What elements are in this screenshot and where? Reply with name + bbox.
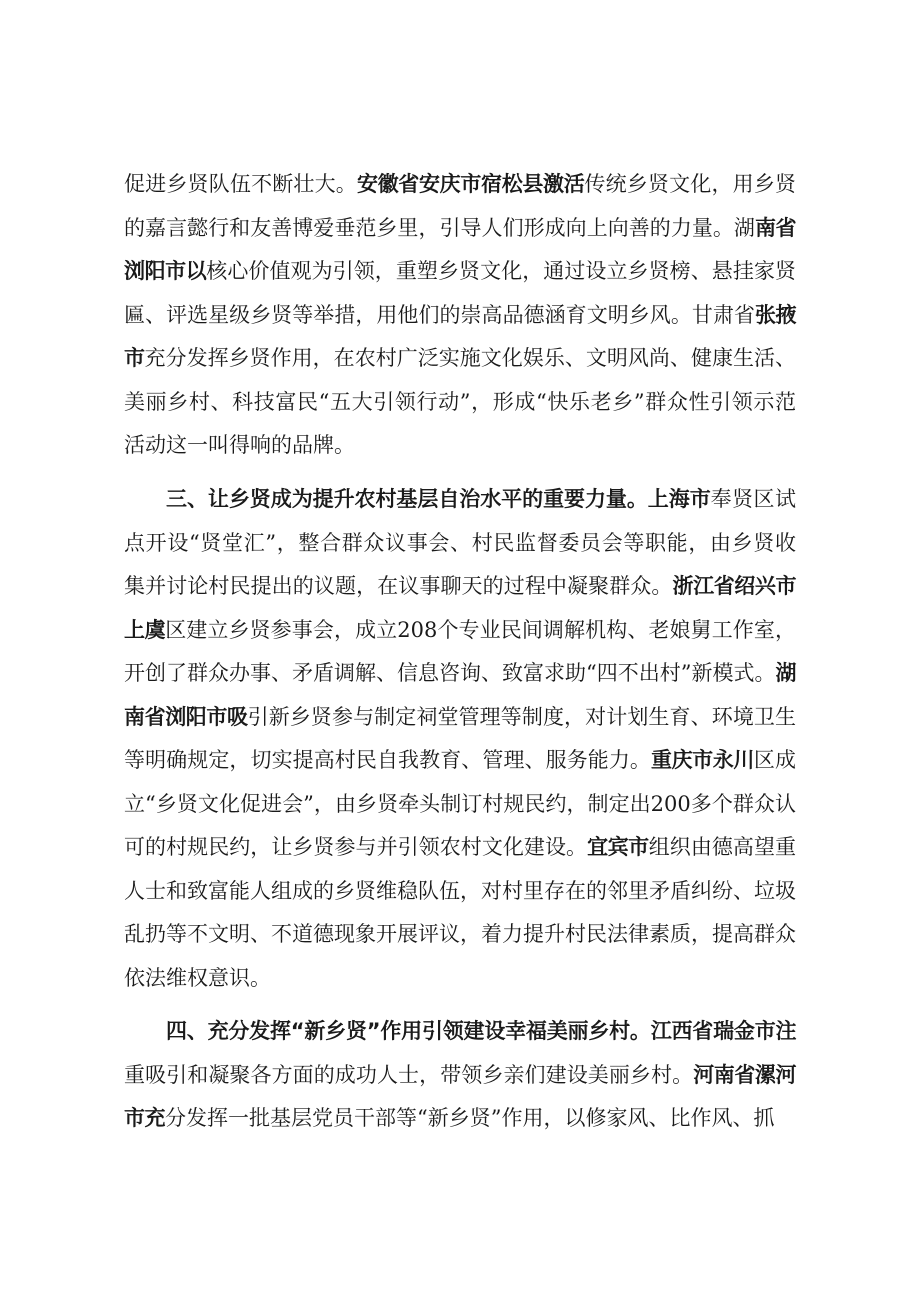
bold-text-segment: 湖南省浏阳市吸 — [124, 661, 796, 729]
text-segment: 传统乡贤文化，用乡贤的嘉言懿行和友善博爱垂范乡里，引导人们形成向上向善的力量。湖 — [124, 172, 797, 240]
text-segment: 促进乡贤队伍不断壮大。 — [124, 172, 357, 196]
text-segment: 区建立乡贤参事会，成立208个专业民间调解机构、老娘舅工作室，开创了群众办事、矛盾调解、信息咨询、致富求助“四不出村”新模式。 — [124, 617, 796, 685]
bold-text-segment: 张掖市 — [124, 302, 797, 370]
text-segment: 区成立“乡贤文化促进会”，由乡贤牵头制订村规民约，制定出200多个群众认可的村规民约，让乡贤参与并引领农村文化建设。 — [124, 748, 797, 859]
paragraph-2 — [124, 478, 796, 1000]
paragraph-text — [124, 1010, 796, 1141]
section-heading: 三、让乡贤成为提升农村基层自治水平的重要力量。上海市 — [166, 487, 711, 511]
bold-text-segment: 重庆市永川 — [651, 748, 754, 772]
paragraph-text — [124, 478, 796, 1000]
bold-text-segment: 浙江省绍兴市上虞 — [124, 574, 796, 642]
text-segment: 组织由德高望重人士和致富能人组成的乡贤维稳队伍，对村里存在的邻里矛盾纠纷、垃圾乱扔等不文明、不道德现象开展评议，着力提升村民法律素质，提高群众依法维权意识。 — [124, 835, 797, 990]
text-segment: 充分发挥乡贤作用，在农村广泛实施文化娱乐、文明风尚、健康生活、美丽乡村、科技富民“五大引领行动”，形成“快乐老乡”群众性引领示范活动这一叫得响的品牌。 — [124, 346, 797, 457]
text-segment: 分发挥一批基层党员干部等“新乡贤”作用，以修家风、比作风、抓 — [165, 1106, 775, 1130]
text-segment: 奉贤区试点开设“贤堂汇”，整合群众议事会、村民监督委员会等职能，由乡贤收集并讨论村民提出的议题，在议事聊天的过程中凝聚群众。 — [124, 487, 797, 598]
paragraph-text — [124, 163, 796, 468]
bold-text-segment: 宜宾市 — [587, 835, 649, 859]
text-segment: 核心价值观为引领，重塑乡贤文化，通过设立乡贤榜、悬挂家贤匾、评选星级乡贤等举措，用他们的崇高品德涵育文明乡风。甘肃省 — [124, 259, 797, 327]
text-segment: 引新乡贤参与制定祠堂管理等制度，对计划生育、环境卫生等明确规定，切实提高村民自我教育、管理、服务能力。 — [124, 704, 797, 772]
bold-text-segment: 安徽省安庆市宿松县激活 — [356, 172, 585, 196]
section-heading: 四、充分发挥“新乡贤”作用引领建设幸福美丽乡村。江西省瑞金市注 — [166, 1019, 796, 1043]
bold-text-segment: 河南省漯河市充 — [124, 1062, 797, 1130]
paragraph-3 — [124, 1010, 796, 1141]
text-segment: 重吸引和凝聚各方面的成功人士，带领乡亲们建设美丽乡村。 — [124, 1062, 694, 1087]
bold-text-segment: 南省浏阳市以 — [124, 215, 797, 283]
paragraph-1 — [124, 163, 796, 468]
